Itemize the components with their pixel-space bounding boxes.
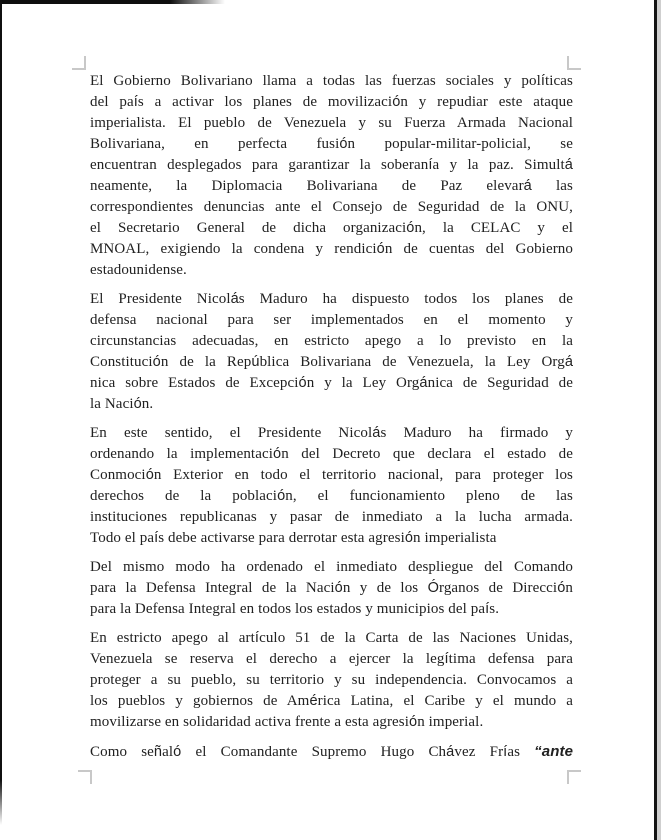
text-line: el Secretario General de dicha organización, la CELAC y el (90, 220, 573, 236)
substituted-glyph: á (523, 178, 532, 194)
substituted-glyph: é (309, 693, 318, 709)
substituted-glyph: ó (145, 467, 154, 483)
substituted-glyph: á (372, 425, 381, 441)
text-line: derechos de la población, el funcionamiento pleno de las (90, 488, 573, 504)
text-line: proteger a su pueblo, su territorio y su independencia. Convocamos a (90, 672, 573, 688)
text-line: los pueblos y gobiernos de América Latina, el Caribe y el mundo a (90, 693, 573, 709)
substituted-glyph: ñ (153, 744, 163, 760)
text-line: para la Defensa Integral en todos los estados y municipios del país. (90, 601, 500, 617)
substituted-glyph: á (564, 157, 573, 173)
quote-start-emphasis: “ante (534, 743, 573, 760)
text-boundary-mark-bottom-right (567, 770, 581, 784)
substituted-glyph: í (254, 630, 260, 646)
text-line: Todo el país debe activarse para derrotar esta agresión imperialista (90, 530, 497, 546)
paragraph-p1 (90, 71, 573, 281)
substituted-glyph: ó (404, 530, 414, 546)
substituted-glyph: á (230, 291, 239, 307)
substituted-glyph: í (540, 73, 545, 89)
substituted-glyph: í (154, 530, 159, 546)
substituted-glyph: á (446, 744, 455, 760)
paragraph-p6 (90, 741, 573, 762)
paragraph-p5 (90, 628, 573, 733)
text-line: estadounidense. (90, 262, 187, 278)
text-line: El Gobierno Bolivariano llama a todas las fuerzas sociales y políticas (90, 73, 573, 89)
document-text (90, 71, 573, 770)
text-line: para la Defensa Integral de la Nación y de los Órganos de Dirección (90, 580, 573, 596)
substituted-glyph: ó (173, 744, 182, 760)
text-line: Constitución de la República Bolivariana de Venezuela, la Ley Orgá (90, 354, 573, 370)
text-line: Bolivariana, en perfecta fusión popular-militar-policial, se (90, 136, 573, 152)
substituted-glyph: á (419, 375, 428, 391)
text-line: Venezuela se reserva el derecho a ejercer la legítima defensa para (90, 651, 573, 667)
scan-border-right-edge (657, 0, 661, 840)
substituted-glyph: í (133, 94, 138, 110)
substituted-glyph: í (444, 651, 449, 667)
text-line: circunstancias adecuadas, en estricto apego a lo previsto en la (90, 333, 573, 349)
substituted-glyph: ó (152, 354, 161, 370)
text-line: ordenando la implementación del Decreto que declara el estado de (90, 446, 573, 462)
text-line: nica sobre Estados de Excepción y la Ley Orgánica de Seguridad de (90, 375, 573, 391)
substituted-glyph: í (503, 744, 508, 760)
text-run: Como señaló el Comandante Supremo Hugo Chávez Frías (90, 744, 535, 760)
substituted-glyph: Ó (427, 580, 439, 596)
substituted-glyph: ó (298, 375, 307, 391)
text-line: movilizarse en solidaridad activa frente a esta agresión imperial. (90, 714, 484, 730)
text-line: instituciones republicanas y pasar de inmediato a la lucha armada. (90, 509, 573, 525)
text-line: del país a activar los planes de movilización y repudiar este ataque (90, 94, 573, 110)
substituted-glyph: ó (277, 488, 286, 504)
text-line: MNOAL, exigiendo la condena y rendición de cuentas del Gobierno (90, 241, 573, 257)
substituted-glyph: ó (133, 396, 142, 412)
substituted-glyph: ó (334, 580, 343, 596)
text-line: imperialista. El pueblo de Venezuela y su Fuerza Armada Nacional (90, 115, 573, 131)
substituted-glyph: ó (392, 94, 401, 110)
substituted-glyph: ó (272, 446, 282, 462)
text-line: En estricto apego al artículo 51 de la Carta de las Naciones Unidas, (90, 630, 573, 646)
substituted-glyph: ó (409, 714, 418, 730)
text-line: El Presidente Nicolás Maduro ha dispuesto todos los planes de (90, 291, 573, 307)
text-line: Del mismo modo ha ordenado el inmediato despliegue del Comando (90, 559, 573, 575)
text-line: correspondientes denuncias ante el Consejo de Seguridad de la ONU, (90, 199, 573, 215)
paragraph-p2 (90, 289, 573, 415)
paragraph-p3 (90, 423, 573, 549)
text-boundary-mark-top-right (567, 56, 581, 70)
text-boundary-mark-bottom-left (78, 770, 92, 784)
text-line: la Nación. (90, 396, 154, 412)
text-line: defensa nacional para ser implementados en el momento y (90, 312, 573, 328)
text-boundary-mark-top-left (72, 56, 86, 70)
scan-border-left (0, 0, 2, 840)
substituted-glyph: í (428, 157, 433, 173)
paragraph-p4 (90, 557, 573, 620)
substituted-glyph: ó (406, 220, 415, 236)
scan-border-top (0, 0, 230, 4)
text-line: En este sentido, el Presidente Nicolás Maduro ha firmado y (90, 425, 573, 441)
substituted-glyph: ó (339, 136, 348, 152)
text-line: Conmoción Exterior en todo el territorio nacional, para proteger los (90, 467, 573, 483)
substituted-glyph: ó (376, 241, 385, 257)
substituted-glyph: ó (557, 580, 566, 596)
substituted-glyph: á (564, 354, 573, 370)
text-line (90, 741, 573, 762)
substituted-glyph: í (485, 601, 490, 617)
text-line: encuentran desplegados para garantizar la soberanía y la paz. Simultá (90, 157, 573, 173)
substituted-glyph: ú (251, 354, 260, 370)
text-line: neamente, la Diplomacia Bolivariana de Paz elevará las (90, 178, 573, 194)
